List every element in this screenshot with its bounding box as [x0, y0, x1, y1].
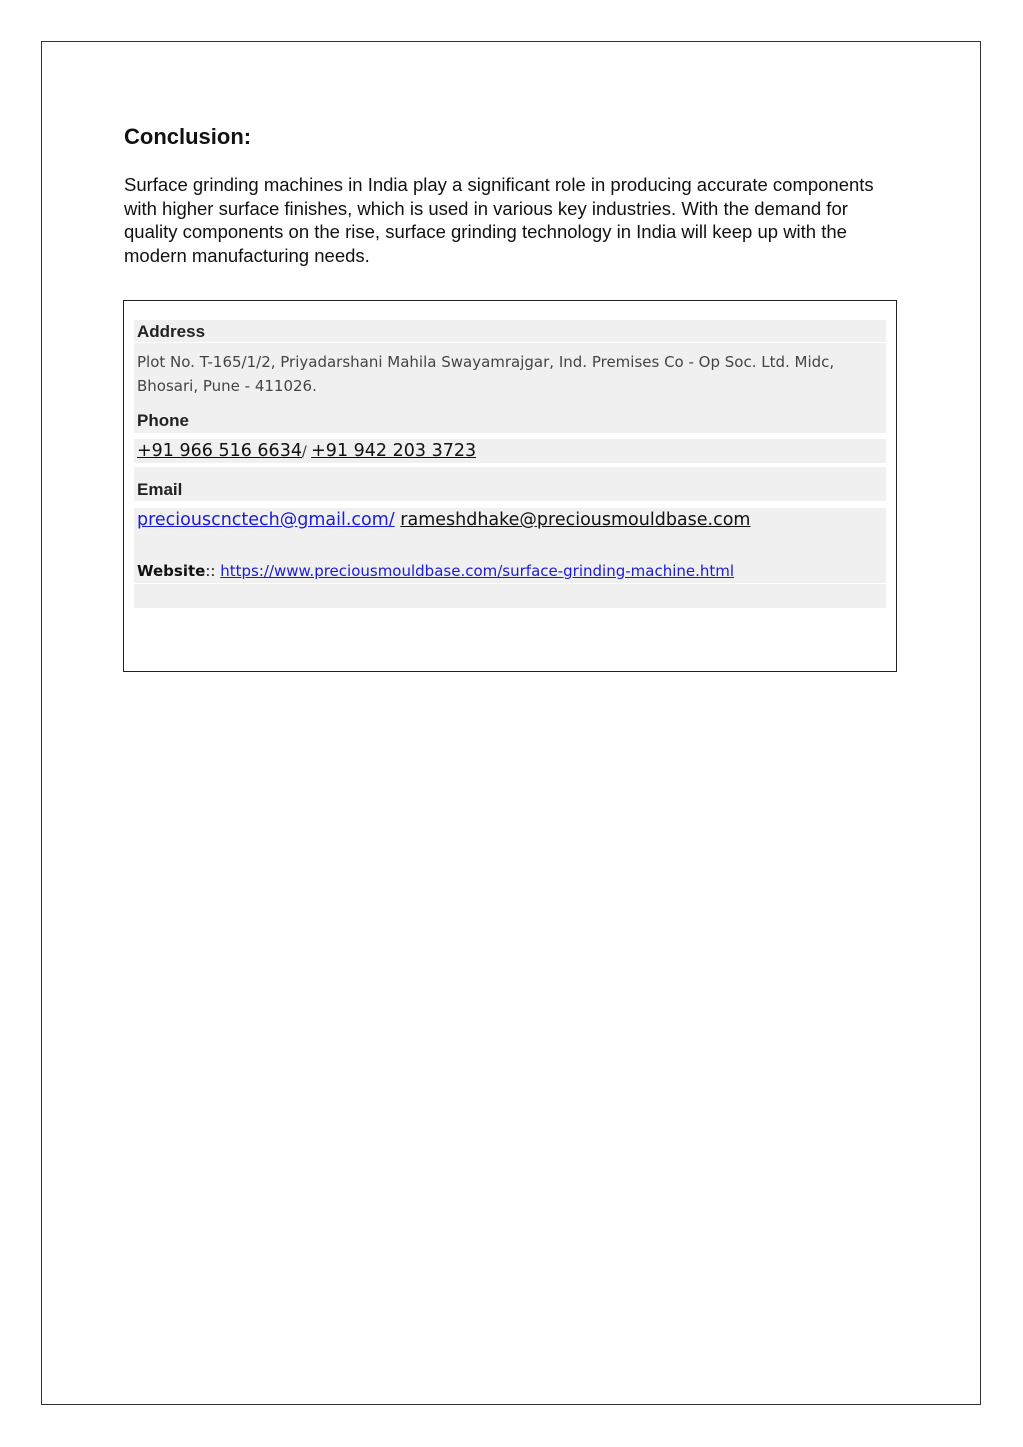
- conclusion-paragraph: Surface grinding machines in India play a significant role in producing accurate components with higher surface finishes, which is used in various key industries. With the demand for quality components on the rise, surface grinding technology in India will keep up with the modern manufacturing needs.: [124, 174, 874, 267]
- email-line: [137, 510, 750, 530]
- website-line: [137, 562, 734, 580]
- email-label: Email: [137, 480, 183, 499]
- contact-box: [123, 300, 897, 672]
- address-text: Plot No. T-165/1/2, Priyadarshani Mahila Swayamrajgar, Ind. Premises Co - Op Soc. Ltd. Midc, Bhosari, Pune - 411026.: [137, 353, 835, 395]
- address-label: Address: [137, 322, 206, 341]
- address-band: [134, 320, 886, 433]
- phone-band: [134, 439, 886, 463]
- website-link[interactable]: https://www.preciousmouldbase.com/surface-grinding-machine.html: [220, 562, 735, 580]
- website-separator: ::: [205, 562, 221, 580]
- email-website-band: [134, 508, 886, 608]
- row-divider: [134, 583, 886, 584]
- phone-label: Phone: [137, 411, 189, 430]
- phone-link-1[interactable]: +91 966 516 6634: [137, 441, 302, 461]
- phone-link-2[interactable]: +91 942 203 3723: [311, 441, 477, 461]
- row-divider: [134, 342, 886, 343]
- website-label: Website: [137, 562, 206, 580]
- email-label-band: [134, 467, 886, 501]
- email-link-2[interactable]: rameshdhake@preciousmouldbase.com: [400, 510, 751, 530]
- email-link-1[interactable]: preciouscnctech@gmail.com/: [137, 510, 395, 530]
- phone-separator: /: [301, 444, 312, 460]
- phone-line: [137, 441, 476, 461]
- conclusion-heading: Conclusion:: [124, 124, 252, 149]
